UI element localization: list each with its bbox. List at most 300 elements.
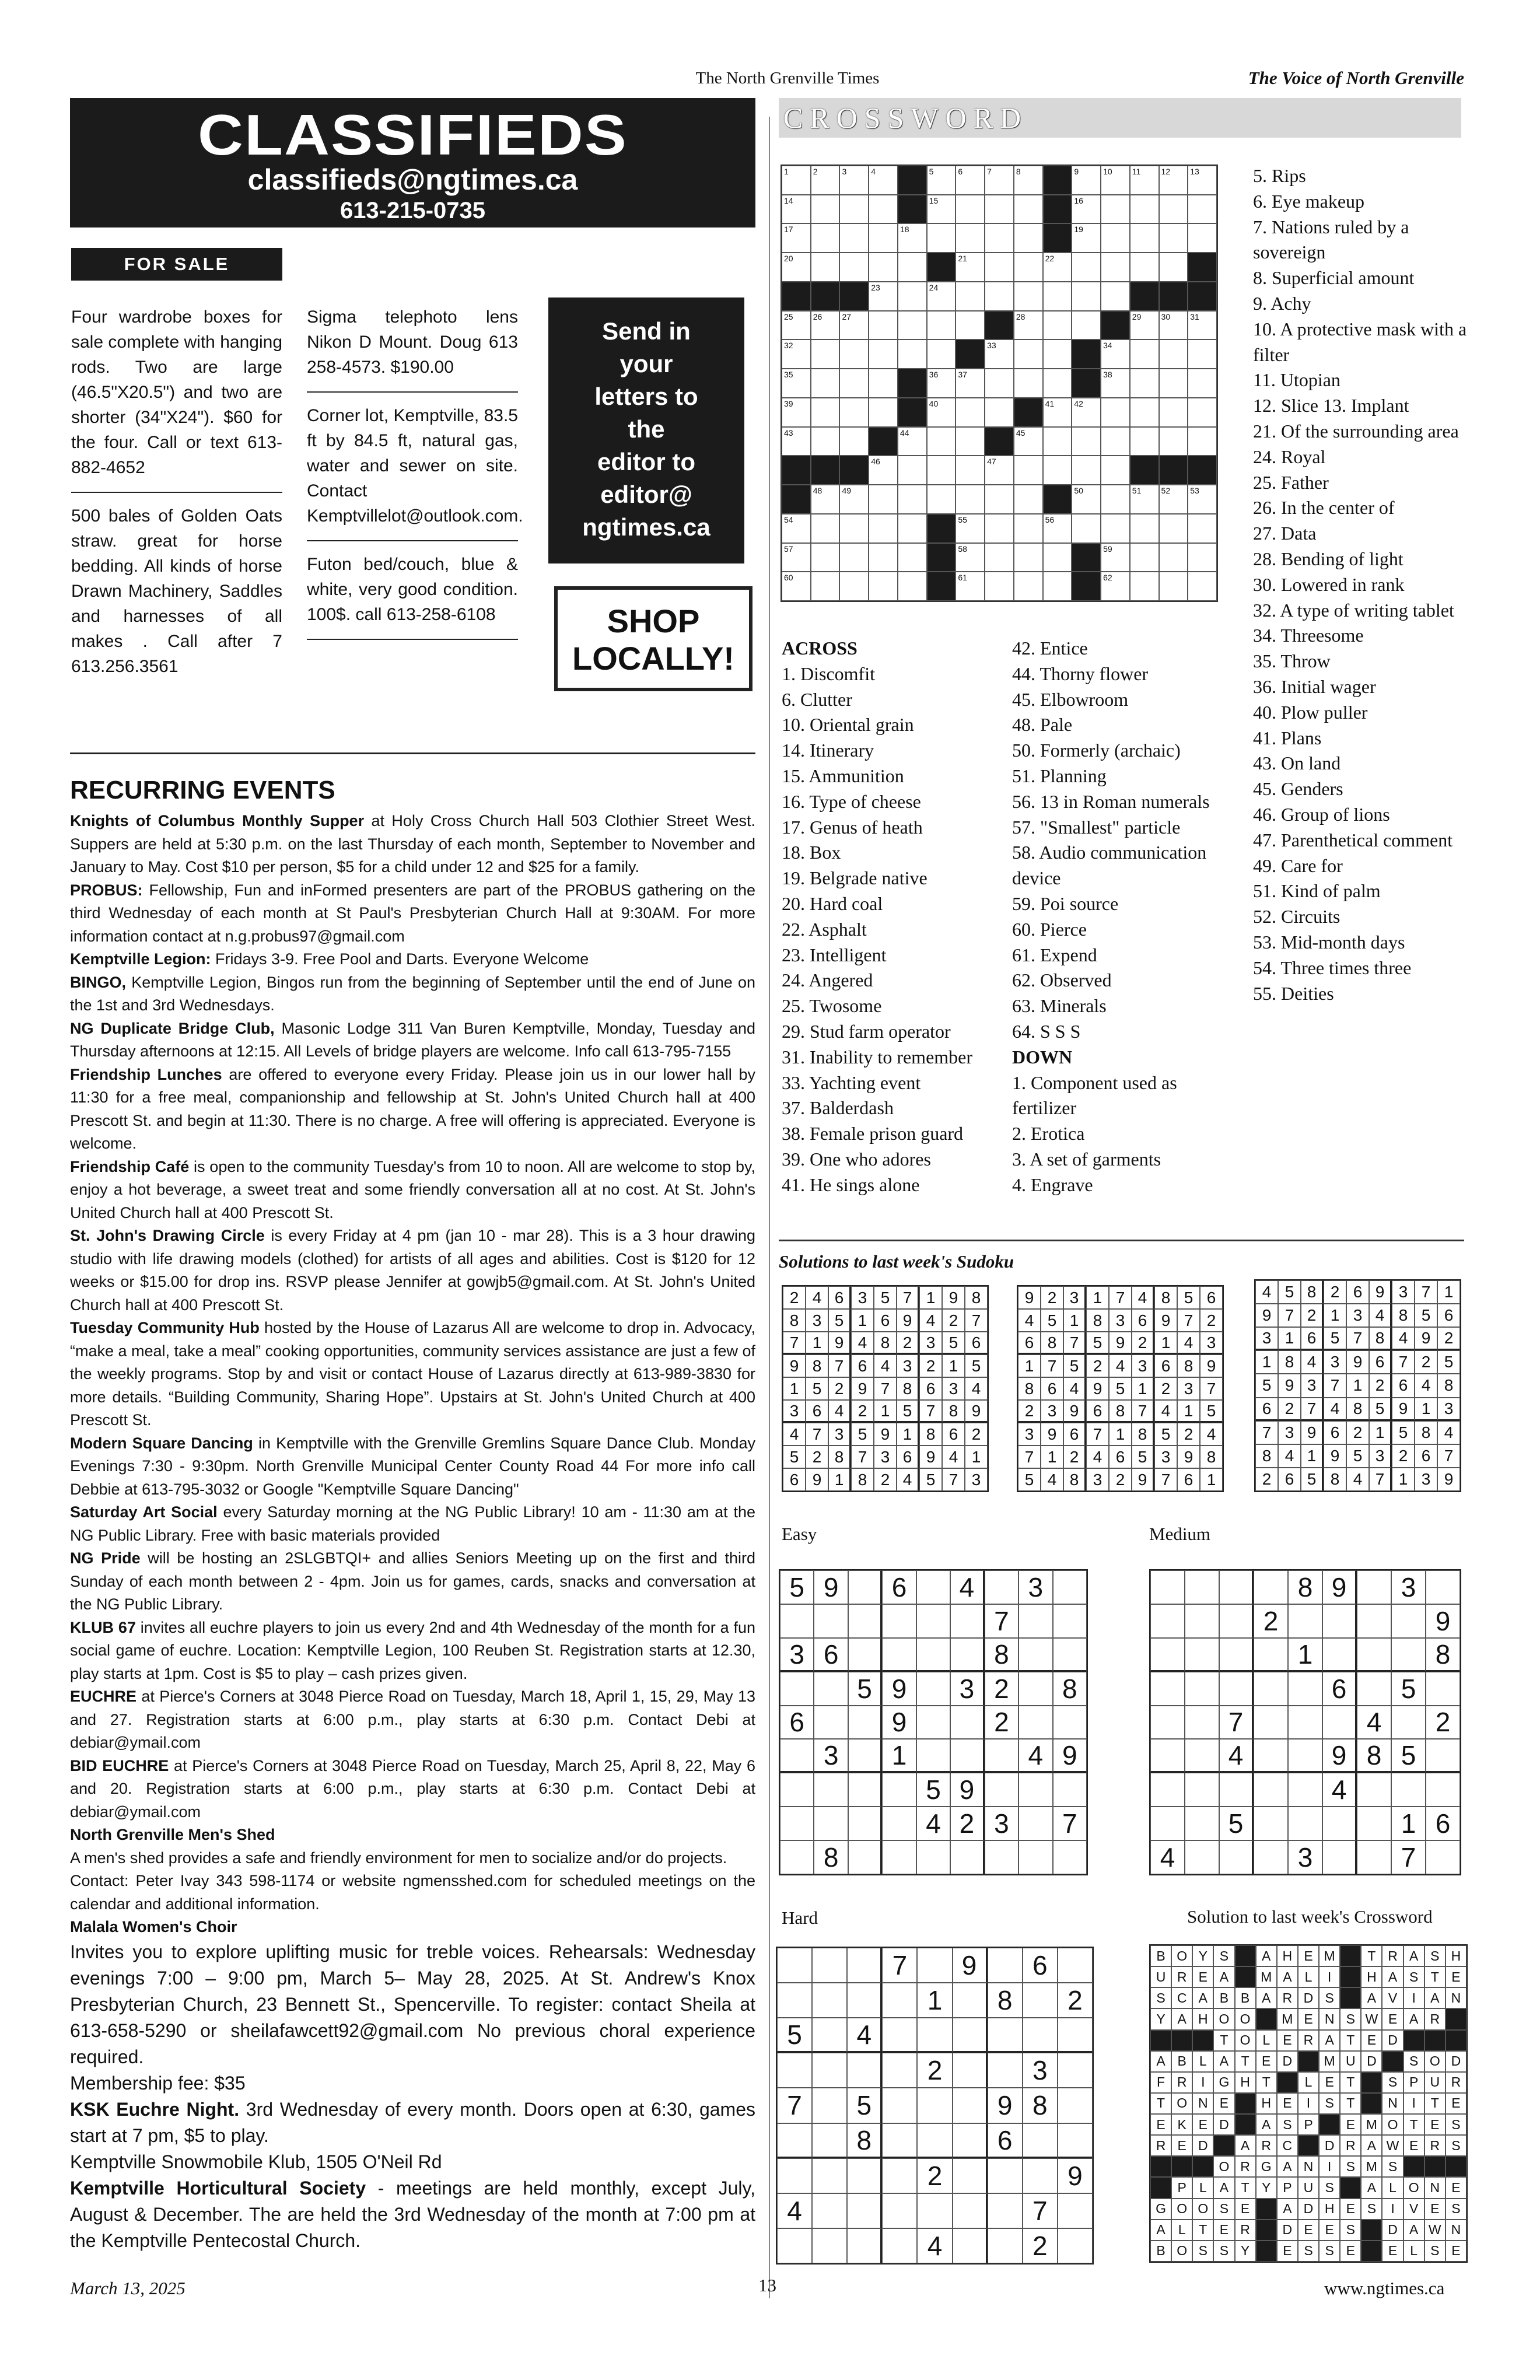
- sudoku-cell[interactable]: [777, 1983, 812, 2018]
- crossword-cell[interactable]: [898, 427, 927, 456]
- crossword-cell[interactable]: [1072, 514, 1101, 543]
- crossword-cell[interactable]: [985, 485, 1014, 514]
- sudoku-cell[interactable]: [1053, 1773, 1087, 1807]
- sudoku-cell[interactable]: [1391, 1604, 1426, 1638]
- crossword-cell[interactable]: [927, 166, 956, 195]
- crossword-cell[interactable]: [1101, 543, 1130, 572]
- crossword-cell[interactable]: [839, 543, 869, 572]
- sudoku-cell[interactable]: [814, 1807, 848, 1840]
- sudoku-cell[interactable]: 7: [1219, 1706, 1254, 1740]
- sudoku-cell[interactable]: [1254, 1672, 1288, 1706]
- crossword-cell[interactable]: [839, 253, 869, 282]
- sudoku-cell[interactable]: [1322, 1706, 1357, 1740]
- sudoku-cell[interactable]: [1219, 1638, 1254, 1672]
- sudoku-cell[interactable]: [1150, 1604, 1185, 1638]
- sudoku-cell[interactable]: [917, 2193, 952, 2228]
- sudoku-cell[interactable]: [1150, 1807, 1185, 1840]
- sudoku-cell[interactable]: [1019, 1807, 1052, 1840]
- crossword-cell[interactable]: [956, 369, 985, 398]
- sudoku-cell[interactable]: [1322, 1840, 1357, 1874]
- sudoku-cell[interactable]: [1019, 1773, 1052, 1807]
- crossword-cell[interactable]: [1101, 195, 1130, 224]
- crossword-cell[interactable]: [1101, 456, 1130, 485]
- crossword-cell[interactable]: [956, 427, 985, 456]
- crossword-cell[interactable]: [1130, 195, 1159, 224]
- sudoku-cell[interactable]: [1426, 1672, 1460, 1706]
- sudoku-cell[interactable]: 9: [1053, 1739, 1087, 1773]
- sudoku-cell[interactable]: 5: [1391, 1672, 1426, 1706]
- sudoku-cell[interactable]: 8: [1357, 1739, 1391, 1773]
- crossword-cell[interactable]: [1159, 369, 1188, 398]
- sudoku-cell[interactable]: [950, 1840, 984, 1874]
- sudoku-cell[interactable]: [953, 1983, 988, 2018]
- sudoku-cell[interactable]: 8: [985, 1638, 1019, 1672]
- sudoku-cell[interactable]: [988, 1948, 1023, 1983]
- sudoku-cell[interactable]: 2: [985, 1672, 1019, 1706]
- crossword-cell[interactable]: [1130, 427, 1159, 456]
- crossword-cell[interactable]: [1159, 223, 1188, 253]
- sudoku-cell[interactable]: 1: [1391, 1807, 1426, 1840]
- crossword-cell[interactable]: [1130, 340, 1159, 369]
- crossword-cell[interactable]: [898, 485, 927, 514]
- sudoku-cell[interactable]: [1322, 1604, 1357, 1638]
- sudoku-cell[interactable]: [848, 1638, 882, 1672]
- sudoku-cell[interactable]: [847, 1948, 882, 1983]
- crossword-cell[interactable]: [1014, 282, 1043, 311]
- sudoku-cell[interactable]: [953, 2193, 988, 2228]
- sudoku-cell[interactable]: [1254, 1773, 1288, 1807]
- crossword-cell[interactable]: [1159, 485, 1188, 514]
- sudoku-cell[interactable]: 9: [950, 1773, 984, 1807]
- sudoku-cell[interactable]: [780, 1773, 814, 1807]
- sudoku-cell[interactable]: [953, 2123, 988, 2158]
- crossword-cell[interactable]: [811, 572, 840, 601]
- sudoku-cell[interactable]: 6: [814, 1638, 848, 1672]
- sudoku-cell[interactable]: [1023, 2018, 1058, 2053]
- sudoku-cell[interactable]: 9: [1426, 1604, 1460, 1638]
- crossword-cell[interactable]: [1188, 398, 1217, 427]
- crossword-cell[interactable]: [782, 398, 811, 427]
- crossword-cell[interactable]: [1159, 340, 1188, 369]
- sudoku-cell[interactable]: [847, 2158, 882, 2193]
- sudoku-cell[interactable]: [916, 1706, 950, 1740]
- sudoku-cell[interactable]: [1322, 1638, 1357, 1672]
- sudoku-cell[interactable]: [1185, 1773, 1219, 1807]
- crossword-cell[interactable]: [1159, 427, 1188, 456]
- sudoku-cell[interactable]: [780, 1739, 814, 1773]
- crossword-cell[interactable]: [1043, 340, 1072, 369]
- sudoku-cell[interactable]: 6: [882, 1570, 916, 1604]
- crossword-cell[interactable]: [811, 340, 840, 369]
- sudoku-cell[interactable]: 2: [917, 2158, 952, 2193]
- sudoku-cell[interactable]: [882, 1604, 916, 1638]
- crossword-cell[interactable]: [985, 369, 1014, 398]
- crossword-cell[interactable]: [1159, 514, 1188, 543]
- crossword-cell[interactable]: [985, 166, 1014, 195]
- sudoku-cell[interactable]: [1322, 1807, 1357, 1840]
- sudoku-cell[interactable]: [848, 1840, 882, 1874]
- crossword-cell[interactable]: [1130, 369, 1159, 398]
- crossword-cell[interactable]: [869, 369, 898, 398]
- sudoku-cell[interactable]: [953, 2018, 988, 2053]
- sudoku-cell[interactable]: 4: [1322, 1773, 1357, 1807]
- sudoku-cell[interactable]: 4: [950, 1570, 984, 1604]
- sudoku-cell[interactable]: 2: [1023, 2228, 1058, 2263]
- sudoku-cell[interactable]: [814, 1672, 848, 1706]
- crossword-cell[interactable]: [1130, 572, 1159, 601]
- sudoku-cell[interactable]: [812, 2018, 847, 2053]
- sudoku-cell[interactable]: [1185, 1807, 1219, 1840]
- crossword-cell[interactable]: [927, 485, 956, 514]
- crossword-cell[interactable]: [898, 223, 927, 253]
- sudoku-cell[interactable]: [1185, 1840, 1219, 1874]
- sudoku-cell[interactable]: 1: [882, 1739, 916, 1773]
- crossword-cell[interactable]: [1014, 485, 1043, 514]
- sudoku-cell[interactable]: [882, 2158, 917, 2193]
- sudoku-cell[interactable]: 3: [780, 1638, 814, 1672]
- sudoku-cell[interactable]: 3: [950, 1672, 984, 1706]
- crossword-cell[interactable]: [811, 311, 840, 340]
- crossword-cell[interactable]: [1101, 253, 1130, 282]
- crossword-cell[interactable]: [869, 223, 898, 253]
- sudoku-cell[interactable]: 7: [985, 1604, 1019, 1638]
- crossword-cell[interactable]: [1159, 253, 1188, 282]
- sudoku-cell[interactable]: 9: [882, 1672, 916, 1706]
- crossword-cell[interactable]: [1101, 166, 1130, 195]
- sudoku-cell[interactable]: [882, 2193, 917, 2228]
- sudoku-cell[interactable]: [1150, 1706, 1185, 1740]
- crossword-cell[interactable]: [839, 369, 869, 398]
- crossword-cell[interactable]: [839, 311, 869, 340]
- crossword-cell[interactable]: [1101, 514, 1130, 543]
- crossword-cell[interactable]: [1014, 543, 1043, 572]
- crossword-cell[interactable]: [811, 427, 840, 456]
- crossword-cell[interactable]: [1072, 253, 1101, 282]
- crossword-cell[interactable]: [1130, 485, 1159, 514]
- crossword-cell[interactable]: [1101, 223, 1130, 253]
- crossword-cell[interactable]: [1101, 369, 1130, 398]
- sudoku-cell[interactable]: [848, 1739, 882, 1773]
- crossword-cell[interactable]: [782, 572, 811, 601]
- crossword-cell[interactable]: [782, 166, 811, 195]
- sudoku-cell[interactable]: 4: [1357, 1706, 1391, 1740]
- sudoku-cell[interactable]: [882, 1840, 916, 1874]
- sudoku-cell[interactable]: [847, 2228, 882, 2263]
- crossword-cell[interactable]: [839, 340, 869, 369]
- crossword-cell[interactable]: [1101, 572, 1130, 601]
- sudoku-cell[interactable]: [917, 2088, 952, 2123]
- crossword-cell[interactable]: [1101, 340, 1130, 369]
- crossword-cell[interactable]: [869, 195, 898, 224]
- crossword-cell[interactable]: [782, 427, 811, 456]
- crossword-cell[interactable]: [869, 282, 898, 311]
- sudoku-cell[interactable]: [985, 1773, 1019, 1807]
- sudoku-cell[interactable]: [814, 1773, 848, 1807]
- crossword-cell[interactable]: [811, 195, 840, 224]
- crossword-cell[interactable]: [869, 485, 898, 514]
- sudoku-cell[interactable]: 3: [1391, 1570, 1426, 1604]
- sudoku-cell[interactable]: [953, 2088, 988, 2123]
- crossword-cell[interactable]: [1014, 311, 1043, 340]
- sudoku-cell[interactable]: [1288, 1604, 1322, 1638]
- crossword-cell[interactable]: [1188, 514, 1217, 543]
- crossword-cell[interactable]: [1130, 253, 1159, 282]
- sudoku-cell[interactable]: 2: [1254, 1604, 1288, 1638]
- crossword-cell[interactable]: [956, 398, 985, 427]
- sudoku-cell[interactable]: 8: [1053, 1672, 1087, 1706]
- crossword-cell[interactable]: [956, 485, 985, 514]
- crossword-cell[interactable]: [1188, 340, 1217, 369]
- sudoku-cell[interactable]: [1288, 1807, 1322, 1840]
- sudoku-cell[interactable]: [950, 1739, 984, 1773]
- sudoku-cell[interactable]: [1185, 1672, 1219, 1706]
- crossword-cell[interactable]: [927, 340, 956, 369]
- sudoku-cell[interactable]: [882, 1983, 917, 2018]
- sudoku-cell[interactable]: 8: [814, 1840, 848, 1874]
- sudoku-cell[interactable]: [1185, 1739, 1219, 1773]
- crossword-cell[interactable]: [1014, 514, 1043, 543]
- crossword-cell[interactable]: [985, 572, 1014, 601]
- crossword-cell[interactable]: [1188, 572, 1217, 601]
- crossword-cell[interactable]: [927, 427, 956, 456]
- sudoku-cell[interactable]: [812, 2228, 847, 2263]
- sudoku-cell[interactable]: [882, 1807, 916, 1840]
- crossword-cell[interactable]: [956, 223, 985, 253]
- crossword-cell[interactable]: [1101, 485, 1130, 514]
- crossword-cell[interactable]: [1159, 398, 1188, 427]
- sudoku-cell[interactable]: [777, 2228, 812, 2263]
- crossword-cell[interactable]: [869, 456, 898, 485]
- crossword-cell[interactable]: [869, 166, 898, 195]
- sudoku-cell[interactable]: [917, 2123, 952, 2158]
- crossword-cell[interactable]: [869, 514, 898, 543]
- crossword-cell[interactable]: [1188, 311, 1217, 340]
- crossword-cell[interactable]: [927, 456, 956, 485]
- sudoku-cell[interactable]: 8: [1288, 1570, 1322, 1604]
- sudoku-cell[interactable]: [1288, 1739, 1322, 1773]
- sudoku-cell[interactable]: [1357, 1807, 1391, 1840]
- sudoku-cell[interactable]: [988, 2018, 1023, 2053]
- crossword-cell[interactable]: [1188, 543, 1217, 572]
- crossword-cell[interactable]: [898, 543, 927, 572]
- sudoku-cell[interactable]: [814, 1604, 848, 1638]
- crossword-cell[interactable]: [1072, 456, 1101, 485]
- crossword-cell[interactable]: [1159, 195, 1188, 224]
- sudoku-cell[interactable]: [1357, 1773, 1391, 1807]
- sudoku-cell[interactable]: 7: [777, 2088, 812, 2123]
- sudoku-cell[interactable]: [812, 2123, 847, 2158]
- sudoku-cell[interactable]: [953, 2158, 988, 2193]
- sudoku-cell[interactable]: [777, 2158, 812, 2193]
- sudoku-cell[interactable]: [1254, 1706, 1288, 1740]
- crossword-cell[interactable]: [1043, 253, 1072, 282]
- sudoku-cell[interactable]: [812, 2193, 847, 2228]
- crossword-cell[interactable]: [1014, 253, 1043, 282]
- sudoku-cell[interactable]: [985, 1739, 1019, 1773]
- sudoku-cell[interactable]: [953, 2228, 988, 2263]
- crossword-cell[interactable]: [1072, 223, 1101, 253]
- sudoku-cell[interactable]: 5: [1391, 1739, 1426, 1773]
- sudoku-cell[interactable]: [1019, 1672, 1052, 1706]
- sudoku-cell[interactable]: [1053, 1706, 1087, 1740]
- crossword-cell[interactable]: [811, 543, 840, 572]
- sudoku-cell[interactable]: [882, 2018, 917, 2053]
- crossword-cell[interactable]: [782, 340, 811, 369]
- sudoku-cell[interactable]: [1357, 1638, 1391, 1672]
- sudoku-cell[interactable]: 2: [917, 2053, 952, 2088]
- crossword-cell[interactable]: [869, 543, 898, 572]
- sudoku-cell[interactable]: [1058, 2018, 1093, 2053]
- sudoku-cell[interactable]: [1219, 1840, 1254, 1874]
- sudoku-cell[interactable]: 5: [780, 1570, 814, 1604]
- sudoku-cell[interactable]: 5: [1219, 1807, 1254, 1840]
- crossword-cell[interactable]: [1014, 572, 1043, 601]
- crossword-cell[interactable]: [782, 369, 811, 398]
- crossword-cell[interactable]: [1159, 311, 1188, 340]
- sudoku-cell[interactable]: 9: [1322, 1739, 1357, 1773]
- sudoku-cell[interactable]: [1391, 1773, 1426, 1807]
- crossword-cell[interactable]: [1014, 456, 1043, 485]
- crossword-cell[interactable]: [1014, 340, 1043, 369]
- sudoku-cell[interactable]: [950, 1604, 984, 1638]
- sudoku-cell[interactable]: [848, 1604, 882, 1638]
- crossword-cell[interactable]: [898, 572, 927, 601]
- crossword-cell[interactable]: [985, 456, 1014, 485]
- sudoku-cell[interactable]: [950, 1638, 984, 1672]
- crossword-cell[interactable]: [1101, 427, 1130, 456]
- crossword-cell[interactable]: [839, 427, 869, 456]
- crossword-cell[interactable]: [1159, 166, 1188, 195]
- crossword-cell[interactable]: [898, 253, 927, 282]
- crossword-cell[interactable]: [956, 253, 985, 282]
- sudoku-cell[interactable]: [1053, 1604, 1087, 1638]
- crossword-cell[interactable]: [1188, 427, 1217, 456]
- crossword-cell[interactable]: [1043, 398, 1072, 427]
- sudoku-cell[interactable]: [1357, 1570, 1391, 1604]
- sudoku-cell[interactable]: [916, 1840, 950, 1874]
- sudoku-cell[interactable]: 8: [1023, 2088, 1058, 2123]
- crossword-cell[interactable]: [898, 311, 927, 340]
- sudoku-cell[interactable]: [812, 1983, 847, 2018]
- sudoku-cell[interactable]: [812, 2088, 847, 2123]
- website-link[interactable]: www.ngtimes.ca: [1324, 2278, 1445, 2298]
- sudoku-cell[interactable]: [882, 1638, 916, 1672]
- crossword-cell[interactable]: [898, 340, 927, 369]
- sudoku-cell[interactable]: [882, 2088, 917, 2123]
- sudoku-cell[interactable]: [847, 1983, 882, 2018]
- crossword-cell[interactable]: [1072, 485, 1101, 514]
- sudoku-cell[interactable]: 2: [985, 1706, 1019, 1740]
- sudoku-cell[interactable]: [1391, 1706, 1426, 1740]
- crossword-cell[interactable]: [1043, 369, 1072, 398]
- sudoku-cell[interactable]: 5: [847, 2088, 882, 2123]
- crossword-cell[interactable]: [1072, 195, 1101, 224]
- crossword-cell[interactable]: [1043, 514, 1072, 543]
- crossword-cell[interactable]: [811, 223, 840, 253]
- sudoku-cell[interactable]: 4: [917, 2228, 952, 2263]
- crossword-cell[interactable]: [1072, 311, 1101, 340]
- sudoku-cell[interactable]: [1254, 1570, 1288, 1604]
- crossword-cell[interactable]: [1159, 572, 1188, 601]
- sudoku-cell[interactable]: [1185, 1706, 1219, 1740]
- sudoku-cell[interactable]: 8: [988, 1983, 1023, 2018]
- sudoku-cell[interactable]: [848, 1706, 882, 1740]
- crossword-cell[interactable]: [811, 485, 840, 514]
- crossword-cell[interactable]: [839, 195, 869, 224]
- sudoku-cell[interactable]: [812, 2158, 847, 2193]
- sudoku-cell[interactable]: [988, 2053, 1023, 2088]
- crossword-cell[interactable]: [927, 282, 956, 311]
- crossword-cell[interactable]: [811, 514, 840, 543]
- crossword-cell[interactable]: [1014, 427, 1043, 456]
- crossword-cell[interactable]: [811, 369, 840, 398]
- crossword-cell[interactable]: [1014, 195, 1043, 224]
- sudoku-cell[interactable]: 1: [1288, 1638, 1322, 1672]
- sudoku-cell[interactable]: [1023, 1983, 1058, 2018]
- crossword-cell[interactable]: [1072, 166, 1101, 195]
- crossword-cell[interactable]: [1043, 427, 1072, 456]
- crossword-cell[interactable]: [927, 223, 956, 253]
- crossword-cell[interactable]: [985, 514, 1014, 543]
- sudoku-cell[interactable]: 5: [848, 1672, 882, 1706]
- crossword-cell[interactable]: [839, 572, 869, 601]
- sudoku-cell[interactable]: [847, 2193, 882, 2228]
- crossword-cell[interactable]: [1188, 166, 1217, 195]
- crossword-cell[interactable]: [956, 543, 985, 572]
- sudoku-cell[interactable]: [1254, 1739, 1288, 1773]
- sudoku-cell[interactable]: [882, 2228, 917, 2263]
- sudoku-cell[interactable]: 9: [882, 1706, 916, 1740]
- sudoku-cell[interactable]: [777, 2053, 812, 2088]
- crossword-cell[interactable]: [1130, 398, 1159, 427]
- sudoku-cell[interactable]: [1254, 1807, 1288, 1840]
- sudoku-cell[interactable]: [812, 1948, 847, 1983]
- crossword-cell[interactable]: [839, 485, 869, 514]
- crossword-cell[interactable]: [1130, 514, 1159, 543]
- sudoku-cell[interactable]: [1058, 2053, 1093, 2088]
- sudoku-cell[interactable]: [780, 1840, 814, 1874]
- sudoku-cell[interactable]: [780, 1672, 814, 1706]
- crossword-cell[interactable]: [782, 311, 811, 340]
- sudoku-cell[interactable]: [988, 2228, 1023, 2263]
- sudoku-cell[interactable]: [917, 1948, 952, 1983]
- sudoku-cell[interactable]: 3: [1019, 1570, 1052, 1604]
- sudoku-cell[interactable]: [1023, 2123, 1058, 2158]
- crossword-cell[interactable]: [898, 514, 927, 543]
- sudoku-cell[interactable]: [1254, 1638, 1288, 1672]
- sudoku-cell[interactable]: 3: [1288, 1840, 1322, 1874]
- sudoku-cell[interactable]: [1019, 1840, 1052, 1874]
- sudoku-cell[interactable]: 4: [916, 1807, 950, 1840]
- crossword-cell[interactable]: [1072, 398, 1101, 427]
- sudoku-cell[interactable]: 4: [1019, 1739, 1052, 1773]
- sudoku-cell[interactable]: [1058, 2123, 1093, 2158]
- crossword-cell[interactable]: [869, 253, 898, 282]
- crossword-cell[interactable]: [1188, 223, 1217, 253]
- sudoku-cell[interactable]: [1019, 1604, 1052, 1638]
- sudoku-cell[interactable]: [1185, 1604, 1219, 1638]
- sudoku-cell[interactable]: [1391, 1638, 1426, 1672]
- sudoku-cell[interactable]: [916, 1739, 950, 1773]
- sudoku-cell[interactable]: 9: [1058, 2158, 1093, 2193]
- sudoku-cell[interactable]: 8: [847, 2123, 882, 2158]
- sudoku-cell[interactable]: [1357, 1840, 1391, 1874]
- sudoku-cell[interactable]: [882, 2123, 917, 2158]
- sudoku-cell[interactable]: [882, 2053, 917, 2088]
- crossword-cell[interactable]: [985, 223, 1014, 253]
- sudoku-cell[interactable]: [1023, 2158, 1058, 2193]
- crossword-cell[interactable]: [1043, 282, 1072, 311]
